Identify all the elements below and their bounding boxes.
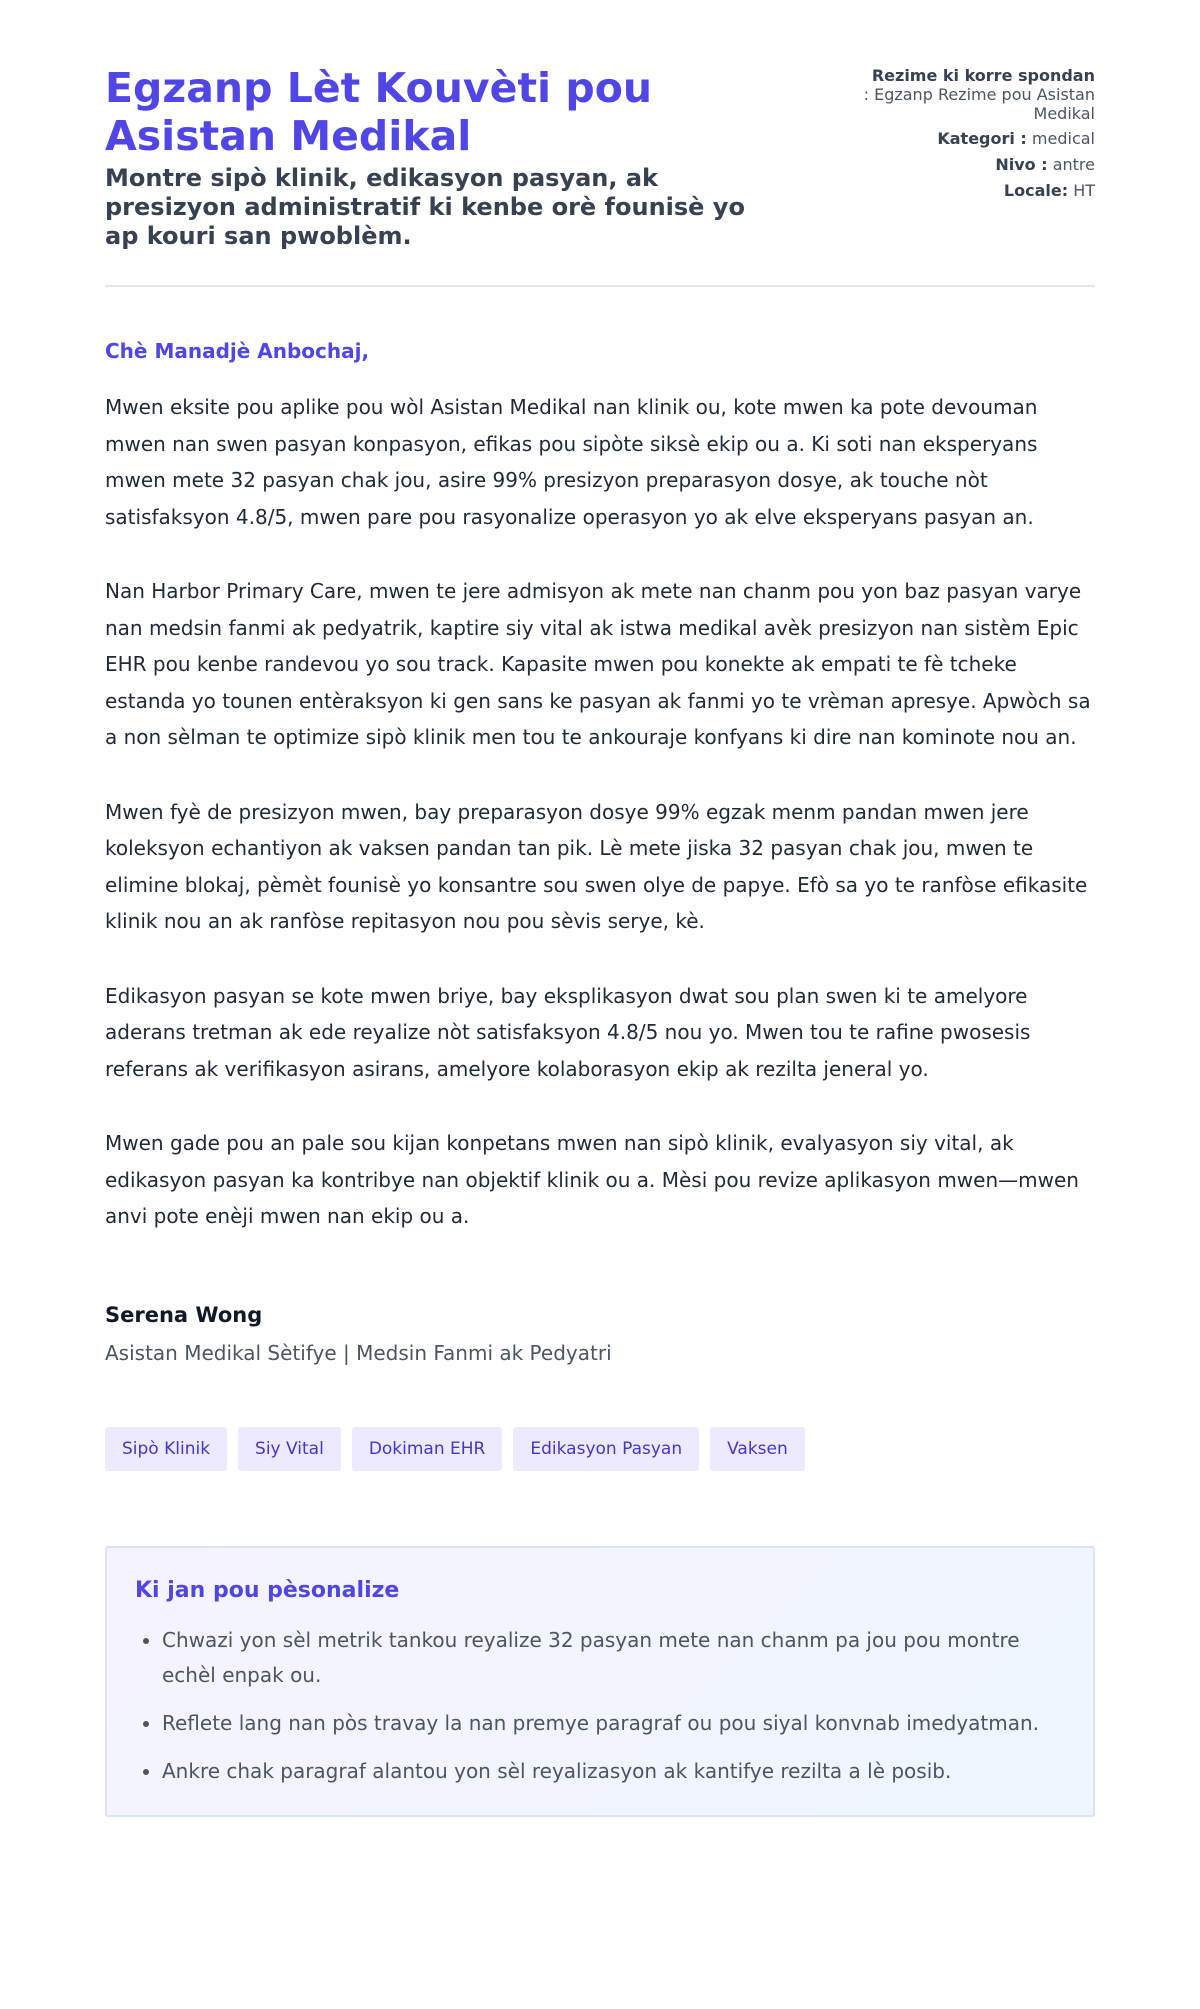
meta-locale-label: Locale: [1003,181,1069,200]
skill-tag: Siy Vital [238,1427,341,1471]
tip-item: • Chwazi yon sèl metrik tankou reyalize 32 pasyan mete nan chanm pa jou pou montre echèl enpak ou. [162,1623,1065,1693]
meta-level-label: Nivo : [995,155,1048,174]
meta-resume-link[interactable]: : Egzanp Rezime pou Asistan Medikal [863,85,1095,123]
skill-tag: Edikasyon Pasyan [513,1427,699,1471]
page-subtitle: Montre sipò klinik, edikasyon pasyan, ak presizyon administratif ki kenbe orè founisè yo ap kouri san pwoblèm. [105,164,745,250]
meta-resume-label: Rezime ki korre spondan [871,66,1095,85]
letter-paragraph-2: Nan Harbor Primary Care, mwen te jere admisyon ak mete nan chanm pou yon baz pasyan varye nan medsin fanmi ak pedyatrik, kaptire siy vital ak istwa medikal avèk presizyon nan sistèm Epic EHR pou kenbe randevou yo sou track. Kapasite mwen pou konekte ak empati te fè tcheke estanda yo tounen entèraksyon ki gen sans ke pasyan ak fanmi yo te vrèman apresye. Apwòch sa a non sèlman te optimize sipò klinik men tou te ankouraje konfyans ki dire nan kominote nou an. [105,579,1091,749]
cover-letter-page [105,0,1095,1817]
page-title: Egzanp Lèt Kouvèti pou Asistan Medikal [105,64,653,160]
letter-paragraph-4: Edikasyon pasyan se kote mwen briye, bay eksplikasyon dwat sou plan swen ki te amelyore aderans tretman ak ede reyalize nòt satisfaksyon 4.8/5 nou yo. Mwen tou te rafine pwosesis referans ak verifikasyon asirans, amelyore kolaborasyon ekip ak rezilta jeneral yo. [105,983,1031,1081]
meta-locale-value: HT [1073,181,1095,200]
signature-title: Asistan Medikal Sètifye | Medsin Fanmi ak Pedyatri [105,1340,612,1365]
tip-item: • Ankre chak paragraf alantou yon sèl reyalizasyon ak kantifye rezilta a lè posib. [162,1754,1065,1789]
letter-paragraph-1: Mwen eksite pou aplike pou wòl Asistan Medikal nan klinik ou, kote mwen ka pote devouman mwen nan swen pasyan konpasyon, efikas pou sipòte siksè ekip ou a. Ki soti nan eksperyans mwen mete 32 pasyan chak jou, asire 99% presizyon preparasyon dosye, ak touche nòt satisfaksyon 4.8/5, mwen pare pou rasyonalize operasyon yo ak elve eksperyans pasyan an. [105,395,1038,529]
meta-level [825,155,1095,174]
meta-locale [825,181,1095,200]
meta-category [825,129,1095,148]
meta-resume [825,66,1095,123]
meta-panel [825,64,1095,207]
signature-block [105,1303,1095,1365]
skill-tag: Vaksen [710,1427,805,1471]
page-header [105,64,1095,287]
letter-greeting: Chè Manadjè Anbochaj, [105,339,370,363]
letter-paragraph-5: Mwen gade pou an pale sou kijan konpetans mwen nan sipò klinik, evalyasyon siy vital, ak edikasyon pasyan ka kontribye nan objektif klinik ou a. Mèsi pou revize aplikasyon mwen—mwen anvi pote enèji mwen nan ekip ou a. [105,1131,1079,1228]
meta-level-value: antre [1052,155,1095,174]
skill-tags [105,1427,1095,1471]
skill-tag: Dokiman EHR [352,1427,503,1471]
signature-name: Serena Wong [105,1302,263,1327]
title-block [105,64,785,251]
tips-list [135,1623,1065,1789]
customization-tips [105,1546,1095,1817]
skill-tag: Sipò Klinik [105,1427,227,1471]
tip-item: • Reflete lang nan pòs travay la nan premye paragraf ou pou siyal konvnab imedyatman. [162,1706,1065,1741]
tips-title: Ki jan pou pèsonalize [135,1577,400,1603]
letter-paragraph-3: Mwen fyè de presizyon mwen, bay preparasyon dosye 99% egzak menm pandan mwen jere koleksyon echantiyon ak vaksen pandan tan pik. Lè mete jiska 32 pasyan chak jou, mwen te elimine blokaj, pèmèt founisè yo konsantre sou swen olye de papye. Efò sa yo te ranfòse efikasite klinik nou an ak ranfòse repitasyon nou pou sèvis serye, kè. [105,799,1088,933]
meta-category-label: Kategori : [937,129,1027,148]
meta-category-value: medical [1031,129,1095,148]
